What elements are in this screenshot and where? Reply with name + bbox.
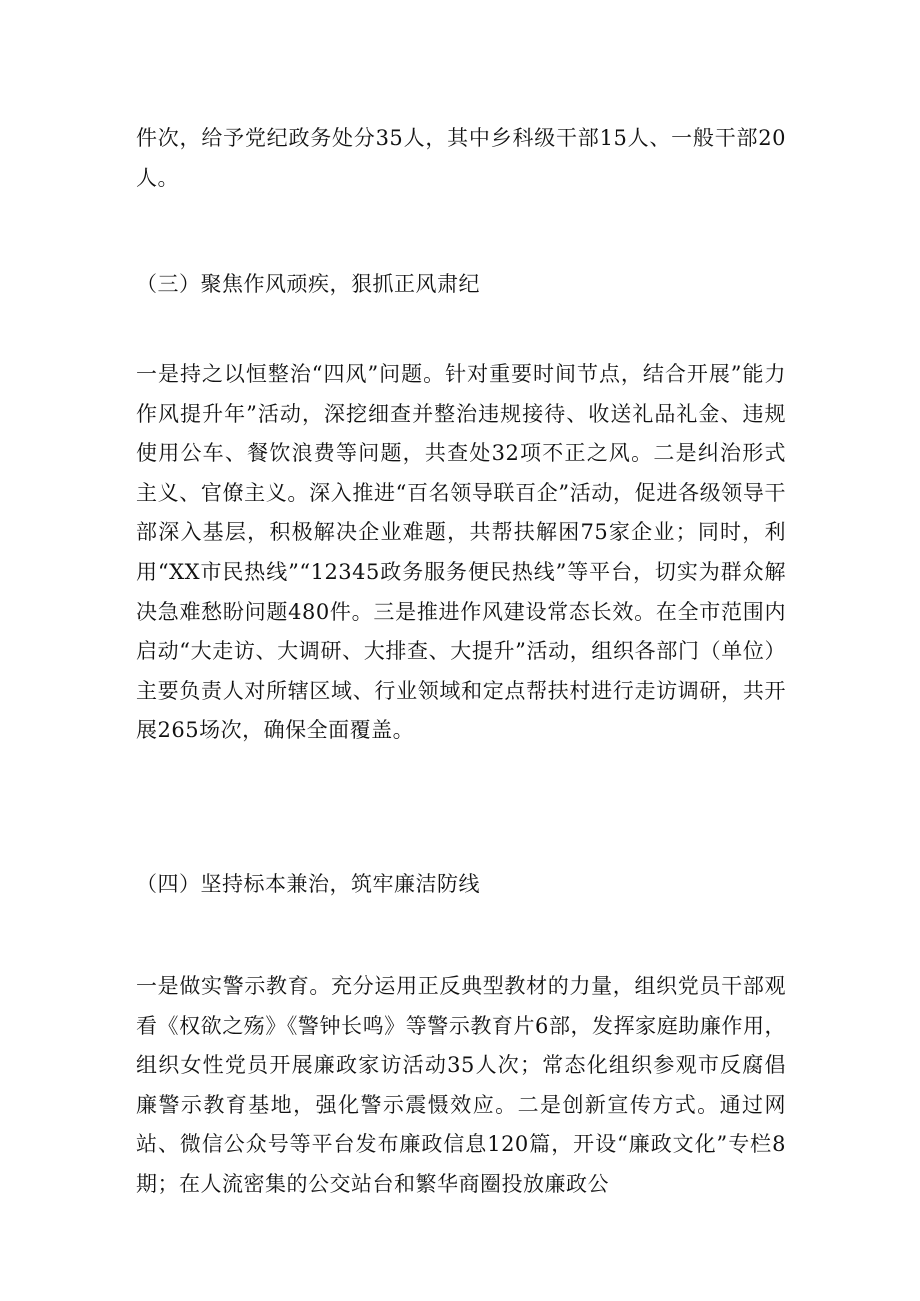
section-4-body: 一是做实警示教育。充分运用正反典型教材的力量，组织党员干部观看《权欲之殇》《警钟长鸣》等警示教育片6部，发挥家庭助廉作用，组织女性党员开展廉政家访活动35人次；常态化组织参观市反腐倡廉警示教育基地，强化警示震慑效应。二是创新宣传方式。通过网站、微信公众号等平台发布廉政信息120篇，开设“廉政文化”专栏8期；在人流密集的公交站台和繁华商圈投放廉政公 <box>136 974 786 1196</box>
section-3-body: 一是持之以恒整治“四风”问题。针对重要时间节点，结合开展”能力作风提升年”活动，深挖细查并整治违规接待、收送礼品礼金、违规使用公车、餐饮浪费等问题，共查处32项不正之风。二是纠治形式主义、官僚主义。深入推进“百名领导联百企”活动，促进各级领导干部深入基层，积极解决企业难题，共帮扶解困75家企业；同时，利用“XX市民热线”“12345政务服务便民热线”等平台，切实为群众解决急难愁盼问题480件。三是推进作风建设常态长效。在全市范围内启动“大走访、大调研、大排查、大提升”活动，组织各部门（单位）主要负责人对所辖区域、行业领域和定点帮扶村进行走访调研，共开展265场次，确保全面覆盖。 <box>136 362 786 743</box>
section-4-heading: （四）坚持标本兼治，筑牢廉洁防线 <box>136 872 480 896</box>
section-3-heading: （三）聚焦作风顽疾，狠抓正风肃纪 <box>136 272 480 296</box>
continued-paragraph: 件次，给予党纪政务处分35人，其中乡科级干部15人、一般干部20人。 <box>136 126 786 190</box>
